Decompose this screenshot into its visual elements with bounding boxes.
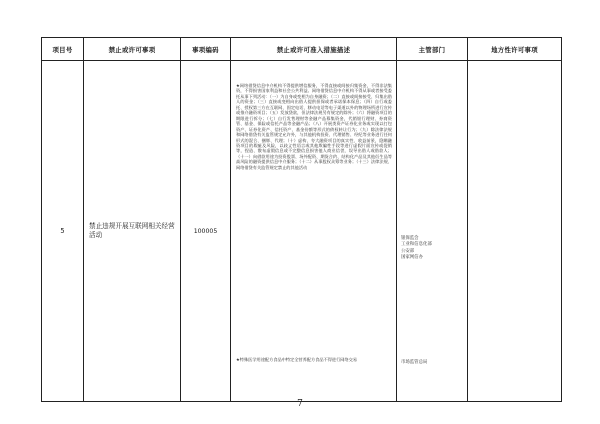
page-number: 7 (297, 399, 303, 409)
row-local-permit (468, 61, 562, 402)
header-item-name: 禁止或许可事项 (84, 38, 181, 61)
department-item: 工业和信息化部 (401, 242, 432, 248)
row-item-code: 100005 (181, 61, 231, 402)
measure-description-main: ★网络借贷信息中介机构不得提供增信服务，不得直接或间接归集资金，不得非法集资，不得损害国家利益和社会公共利益。网络借贷信息中介机构不得从事或者接受委托从事下列活动：（一）为自身或变相为自身融资；（二）直接或间接接受、归集出借人的资金；（三）直接或变相向出借人提供担保或者承诺保本保息；（四）自行或委托、授权第三方在互联网、固定电话、移动电话等电子渠道以外的物理场所进行宣传或推介融资项目；（五）发放贷款，但法律法规另有规定的除外；（六）将融资项目的期限进行拆分；（七）自行发售理财等金融产品募集资金，代销银行理财、券商资管、基金、保险或信托产品等金融产品；（八）开展类资产证券化业务或实现以打包资产、证券化资产、信托资产、基金份额等形式的债权转让行为；（九）除法律法规和网络借贷有关监管规定允许外，与其他机构投资、代理销售、经纪等业务进行任何形式的混合、捆绑、代理；（十）虚构、夸大融资项目的真实性、收益前景，隐瞒融资项目的瑕疵及风险，以歧义性语言或其他欺骗性手段等进行虚假片面宣传或促销等，捏造、散布虚假信息或不完整信息损害他人商业信誉，误导出借人或借款人；（十一）向借款用途为投资股票、场外配资、期货合约、结构化产品及其他衍生品等高风险的融资提供信息中介服务；（十二）从事股权众筹等业务；（十三）法律法规、网络借贷有关监管规定禁止的其他活动 (236, 83, 392, 170)
row-item-number: 5 (42, 61, 84, 402)
row-item-name: 禁止违规开展互联网相关经营活动 (84, 61, 181, 402)
header-department: 主管部门 (397, 38, 468, 61)
department-item: 国家网信办 (401, 255, 423, 261)
department-list (401, 236, 465, 262)
header-local-permit: 地方性许可事项 (468, 38, 562, 61)
measure-description-secondary: ★特殊医学用途配方食品中特定全营养配方食品不得进行网络交易 (236, 357, 358, 362)
table-header-row (42, 38, 562, 61)
department-secondary: 市场监管总局 (401, 360, 428, 365)
restriction-table (41, 37, 562, 402)
header-item-number: 项目号 (42, 38, 84, 61)
department-item: 银保监会 (401, 236, 419, 241)
row-measure-description (231, 61, 397, 402)
header-item-code: 事项编码 (181, 38, 231, 61)
header-measure-description: 禁止或许可准入措施描述 (231, 38, 397, 61)
row-department (397, 61, 468, 402)
department-item: 公安部 (401, 248, 415, 254)
table-row (42, 61, 562, 402)
